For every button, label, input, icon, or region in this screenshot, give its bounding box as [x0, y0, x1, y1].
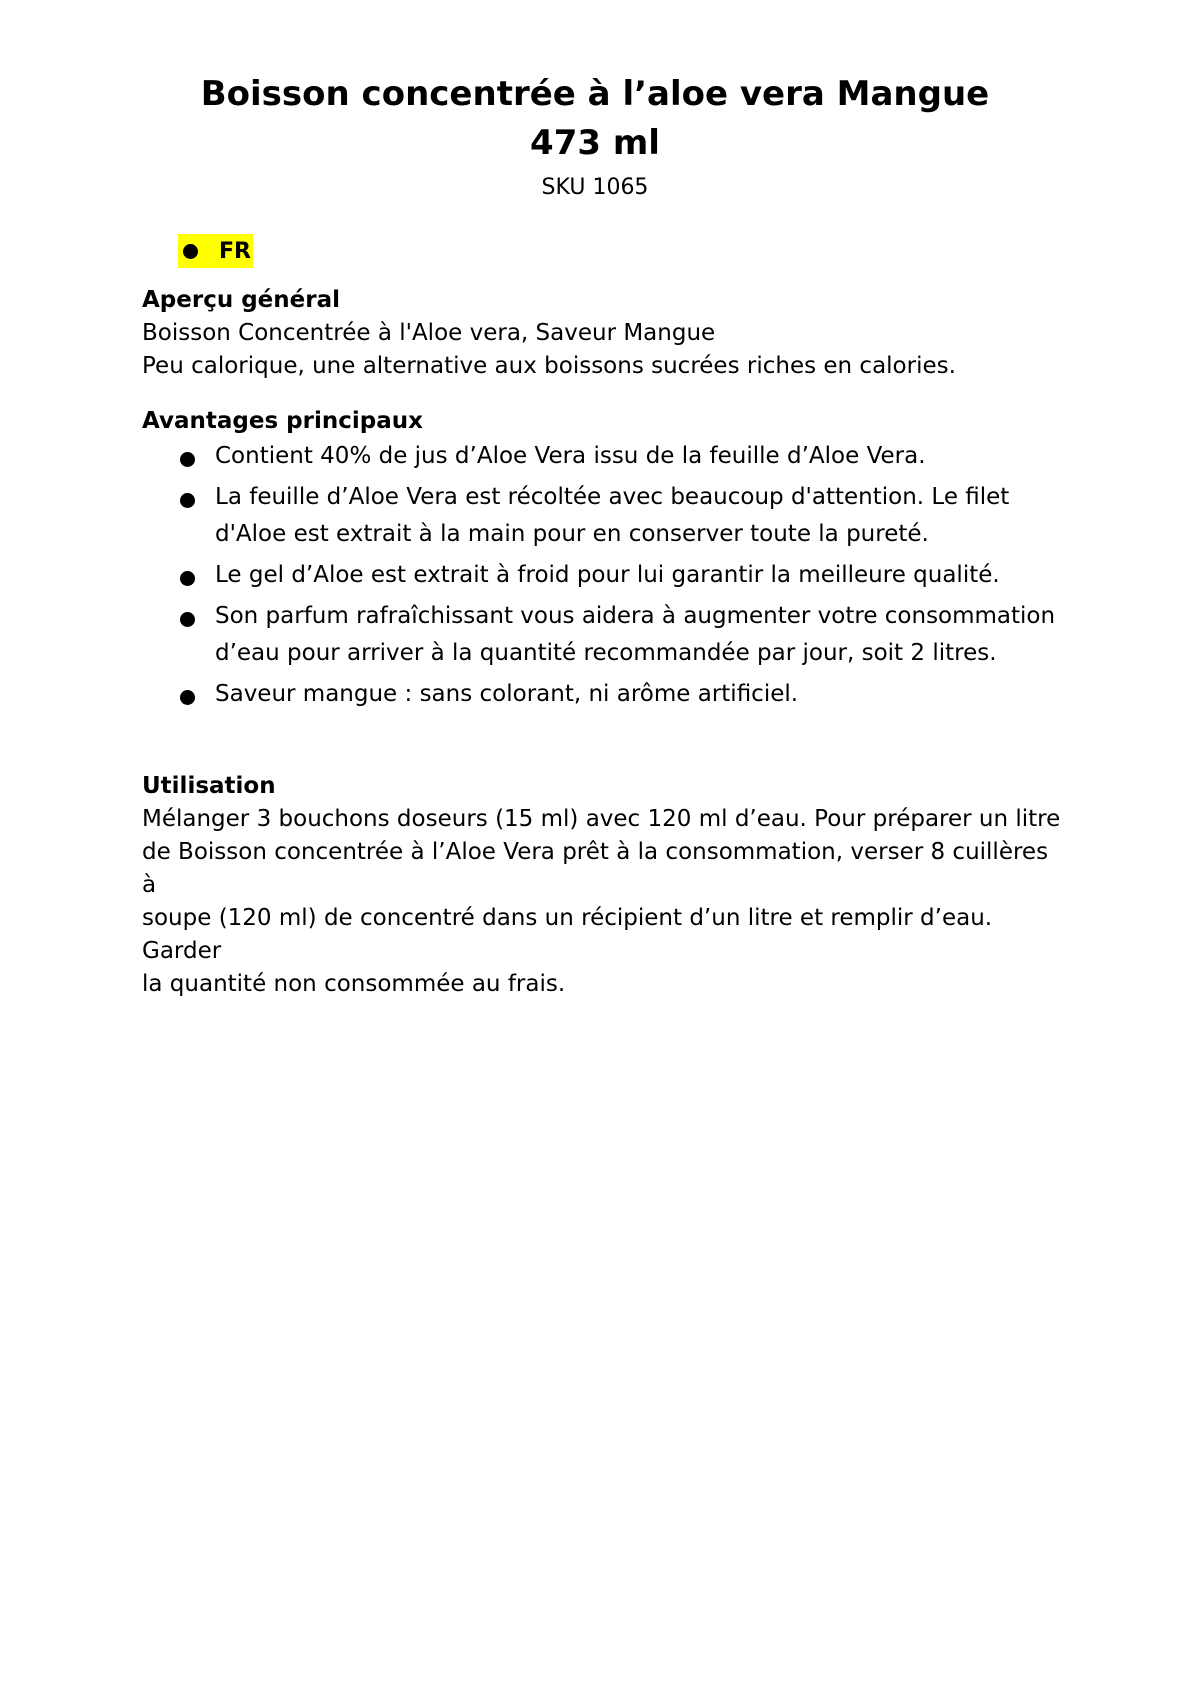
usage-section — [142, 770, 1062, 1001]
bullet-icon — [180, 690, 195, 705]
overview-heading: Aperçu général — [142, 287, 341, 313]
list-item — [142, 438, 1062, 475]
usage-heading: Utilisation — [142, 773, 276, 799]
list-item-text: Son parfum rafraîchissant vous aidera à augmenter votre consommation — [215, 603, 1056, 629]
list-item-text: La feuille d’Aloe Vera est récoltée avec beaucoup d'attention. Le filet — [215, 484, 1010, 510]
benefits-section — [142, 405, 1062, 717]
overview-text — [142, 317, 1062, 383]
list-item-text: Le gel d’Aloe est extrait à froid pour lui garantir la meilleure qualité. — [215, 562, 1000, 588]
list-item — [142, 479, 1062, 553]
product-title-line-2: 473 ml — [530, 123, 660, 163]
usage-line-1: Mélanger 3 bouchons doseurs (15 ml) avec 120 ml d’eau. Pour préparer un litre — [142, 806, 1061, 832]
bullet-icon — [180, 571, 195, 586]
product-title-line-1: Boisson concentrée à l’aloe vera Mangue — [200, 74, 990, 114]
usage-line-3: soupe (120 ml) de concentré dans un récipient d’un litre et remplir d’eau. Garder — [142, 905, 993, 964]
bullet-icon — [183, 244, 198, 259]
list-item — [142, 557, 1062, 594]
benefits-list — [142, 438, 1062, 713]
usage-text — [142, 803, 1062, 1001]
benefits-heading: Avantages principaux — [142, 408, 423, 434]
usage-line-2: de Boisson concentrée à l’Aloe Vera prêt à la consommation, verser 8 cuillères à — [142, 839, 1049, 898]
bullet-icon — [180, 493, 195, 508]
sku-label: SKU 1065 — [541, 175, 649, 200]
list-item-text: d’eau pour arriver à la quantité recommandée par jour, soit 2 litres. — [215, 640, 997, 666]
list-item-text: Contient 40% de jus d’Aloe Vera issu de la feuille d’Aloe Vera. — [215, 443, 926, 469]
list-item — [142, 598, 1062, 672]
overview-section — [142, 284, 1062, 383]
language-tag — [178, 234, 253, 268]
overview-line-2: Peu calorique, une alternative aux boissons sucrées riches en calories. — [142, 353, 956, 379]
usage-line-4: la quantité non consommée au frais. — [142, 971, 566, 997]
bullet-icon — [180, 452, 195, 467]
bullet-icon — [180, 612, 195, 627]
language-tag-label: FR — [219, 238, 251, 264]
overview-line-1: Boisson Concentrée à l'Aloe vera, Saveur Mangue — [142, 320, 716, 346]
product-title — [0, 70, 1190, 168]
list-item-text: d'Aloe est extrait à la main pour en conserver toute la pureté. — [215, 521, 929, 547]
list-item — [142, 676, 1062, 713]
list-item-text: Saveur mangue : sans colorant, ni arôme artificiel. — [215, 681, 799, 707]
